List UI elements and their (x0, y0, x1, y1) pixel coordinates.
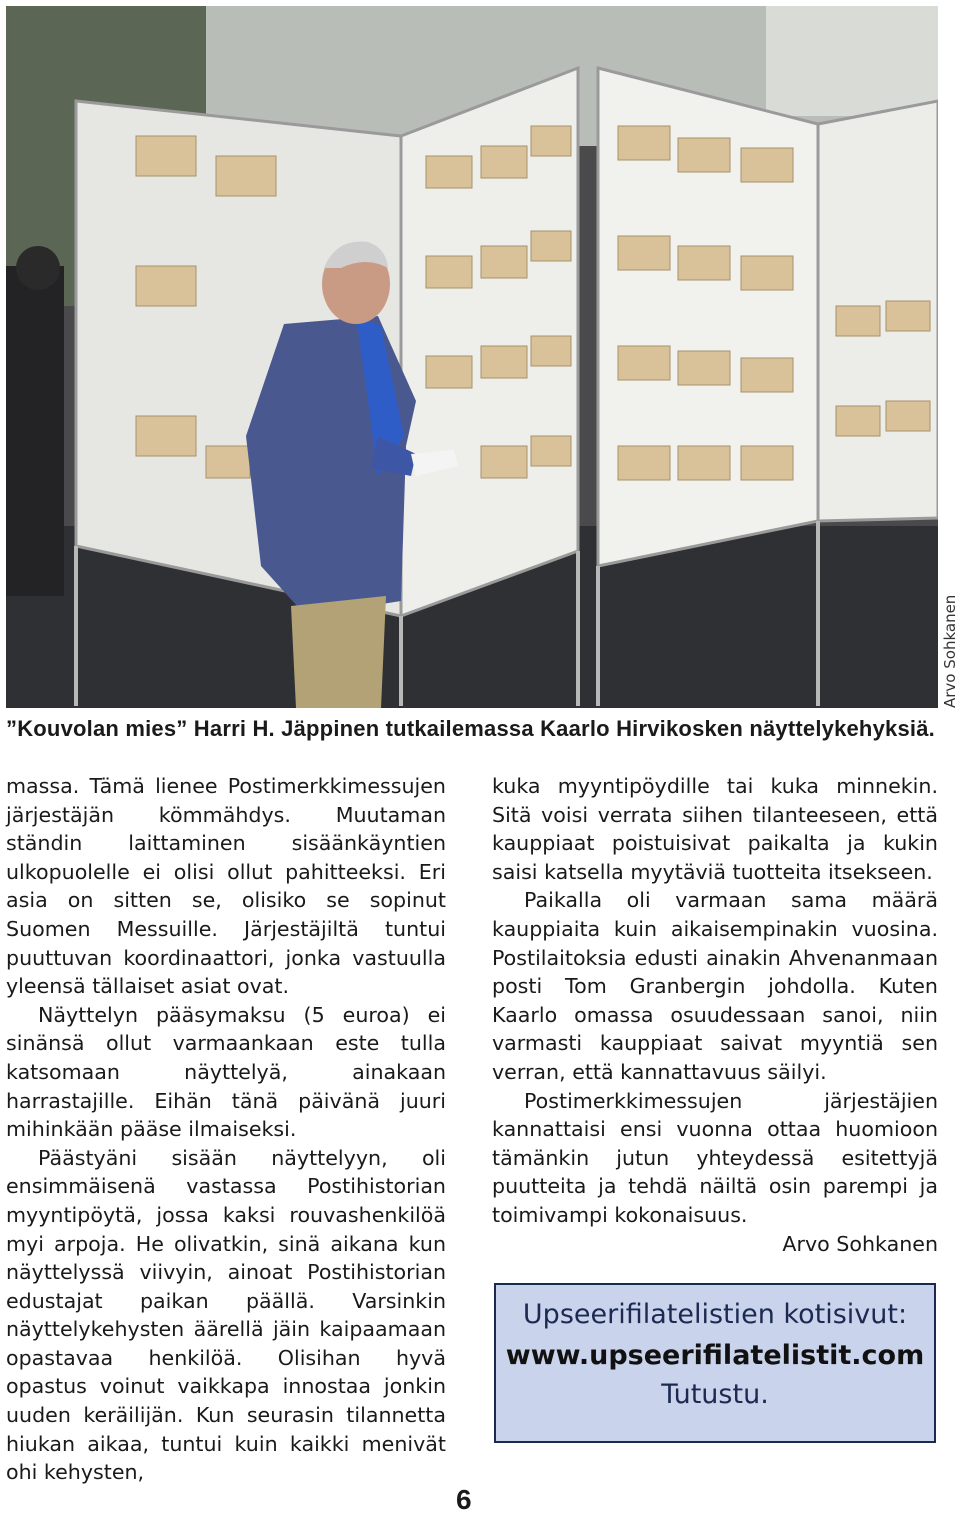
promo-cta: Tutustu. (661, 1379, 769, 1410)
photo-caption: ”Kouvolan mies” Harri H. Jäppinen tutkailemassa Kaarlo Hirvikosken näyttelykehyksiä. (6, 716, 935, 741)
promo-box (494, 1283, 936, 1443)
exhibition-scene-illustration (6, 6, 938, 708)
paragraph: Päästyäni sisään näyttelyyn, oli ensimmäisenä vastassa Postihistorian myyntipöytä, jossa kaksi rouvashenkilöä myi arpoja. He olivatkin, sinä aikana kun näyttelyssä viivyin, ainoat Postihistorian edustajat paikan päällä. Varsinkin näyttelykehysten äärellä jäin kaipaamaan opastavaa henkilöä. Olisihan hyvä opastus voinut vaikkapa innostaa jonkin uuden keräilijän. Kun seurasin tilannetta hiukan aikaa, tuntui kuin kaikki menivät ohi kehysten, (6, 1145, 446, 1485)
exhibition-photo (6, 6, 938, 708)
page-number: 6 (456, 1484, 472, 1515)
paragraph: Näyttelyn pääsymaksu (5 euroa) ei sinänsä ollut varmaankaan este tulla katsomaan näyttelyä, ainakaan harrastajille. Eihän tänä päivänä juuri mihinkään pääse ilmaiseksi. (6, 1002, 446, 1142)
promo-heading: Upseerifilatelistien kotisivut: (522, 1299, 908, 1330)
author-signature: Arvo Sohkanen (782, 1231, 938, 1256)
right-text-column (492, 772, 938, 1258)
paragraph: massa. Tämä lienee Postimerkkimessujen järjestäjän kömmähdys. Muutaman ständin laittaminen sisäänkäyntien ulkopuolelle ei olisi ollut pahitteeksi. Eri asia on sitten se, olisiko se sopinut Suomen Messuille. Järjestäjiltä tuntui puuttuvan koordinaattori, jonka vastuulla yleensä tällaiset asiat ovat. (6, 774, 446, 999)
paragraph: Postimerkkimessujen järjestäjien kannattaisi ensi vuonna ottaa huomioon tämänkin jutun yhteydessä esitettyjä puutteita ja tehdä näiltä osin parempi ja toimivampi kokonaisuus. (492, 1088, 938, 1227)
left-text-column (6, 772, 446, 1487)
paragraph: Paikalla oli varmaan sama määrä kauppiaita kuin aikaisempinakin vuosina. Postilaitoksia edusti ainakin Ahvenanmaan posti Tom Granbergin johdolla. Kuten Kaarlo omassa osuudessaan sanoi, niin varmasti kauppiaat saivat myyntiä sen verran, että kannattavuus säilyi. (492, 888, 938, 1084)
promo-url-link[interactable]: www.upseerifilatelistit.com (505, 1340, 925, 1371)
paragraph: kuka myyntipöydille tai kuka minnekin. Sitä voisi verrata siihen tilanteeseen, että kauppiaat poistuisivat paikalta ja kukin saisi katsella myytäviä tuotteita itsekseen. (492, 774, 938, 884)
